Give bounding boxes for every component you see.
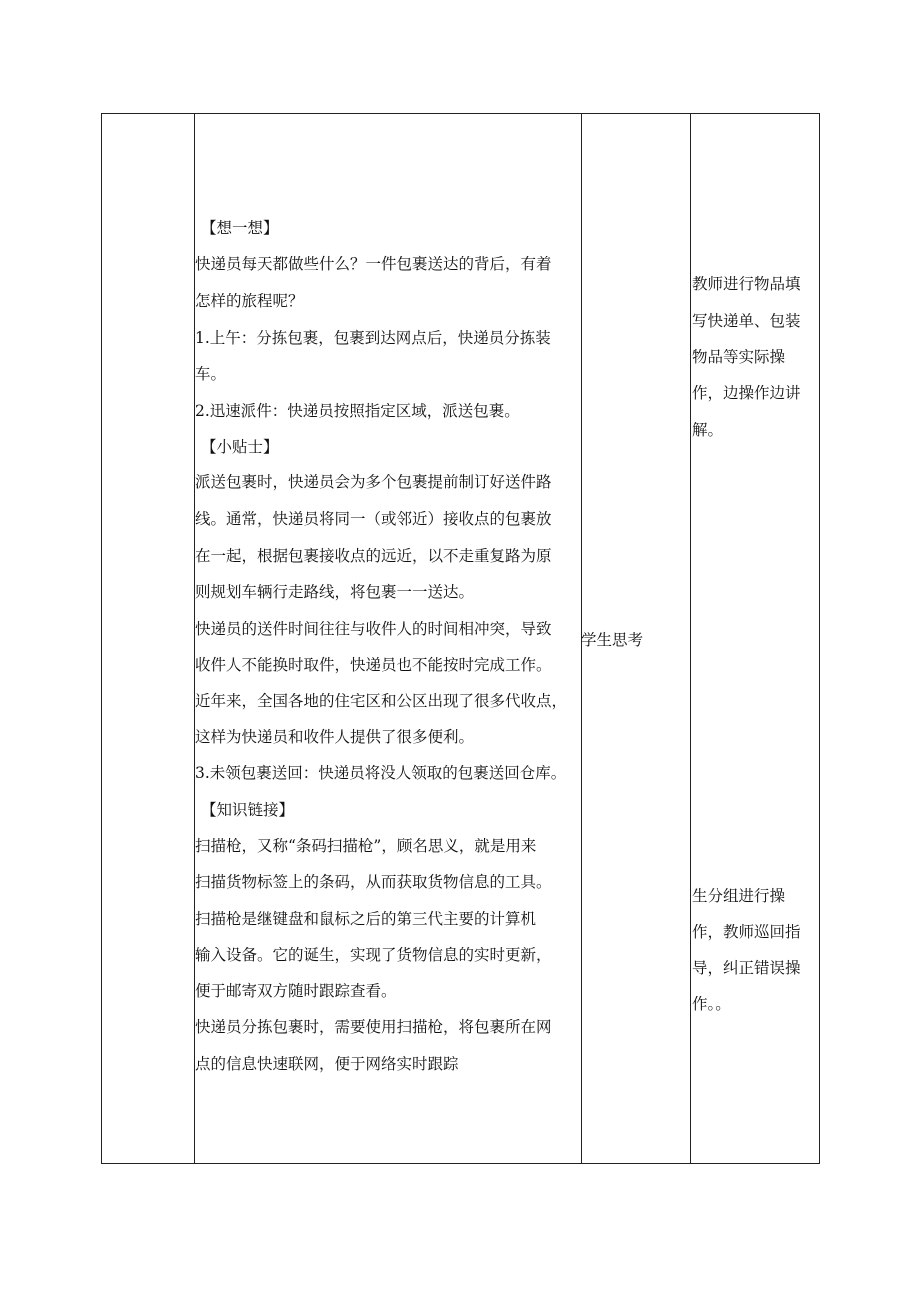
student-activity: 学生思考 xyxy=(581,631,644,649)
text-line: 快递员的送件时间往往与收件人的时间相冲突，导致 xyxy=(195,620,552,638)
text-line: 这样为快递员和收件人提供了很多便利。 xyxy=(195,728,475,746)
text-line: 快递员分拣包裹时，需要使用扫描枪，将包裹所在网 xyxy=(195,1018,552,1036)
teacher-line: 导，纠正错误操 xyxy=(692,959,801,977)
teacher-line: 解。 xyxy=(692,421,724,439)
text-line: 1.上午：分拣包裹，包裹到达网点后，快递员分拣装 xyxy=(195,329,551,347)
text-line: 快递员每天都做些什么？一件包裹送达的背后，有着 xyxy=(195,255,552,273)
teacher-line: 物品等实际操 xyxy=(692,348,786,366)
text-line: 派送包裹时，快递员会为多个包裹提前制订好送件路 xyxy=(195,473,552,491)
text-line: 扫描枪是继键盘和鼠标之后的第三代主要的计算机 xyxy=(195,910,537,928)
text-line: 2.迅速派件：快递员按照指定区域，派送包裹。 xyxy=(195,402,520,420)
heading-tips: 【小贴士】 xyxy=(201,438,279,456)
text-line: 扫描货物标签上的条码，从而获取货物信息的工具。 xyxy=(195,873,552,891)
text-line: 线。通常，快递员将同一（或邻近）接收点的包裹放 xyxy=(195,510,552,528)
teacher-line: 教师进行物品填 xyxy=(692,275,801,293)
teacher-line: 作，边操作边讲 xyxy=(692,384,801,402)
text-line: 3.未领包裹送回：快递员将没人领取的包裹送回仓库。 xyxy=(195,764,567,782)
text-line: 扫描枪，又称“条码扫描枪”，顾名思义，就是用来 xyxy=(195,837,537,855)
column-divider xyxy=(690,114,691,1163)
teacher-line: 作，教师巡回指 xyxy=(692,923,801,941)
text-line: 车。 xyxy=(195,365,227,383)
text-line: 在一起，根据包裹接收点的远近，以不走重复路为原 xyxy=(195,547,552,565)
text-line: 点的信息快速联网，便于网络实时跟踪 xyxy=(195,1055,459,1073)
text-line: 便于邮寄双方随时跟踪查看。 xyxy=(195,982,397,1000)
text-line: 则规划车辆行走路线，将包裹一一送达。 xyxy=(195,583,475,601)
heading-think: 【想一想】 xyxy=(201,219,279,237)
teacher-line: 生分组进行操 xyxy=(692,887,786,905)
teacher-line: 作。。 xyxy=(692,995,731,1013)
text-line: 怎样的旅程呢？ xyxy=(195,292,304,310)
text-line: 收件人不能换时取件，快递员也不能按时完成工作。 xyxy=(195,656,552,674)
text-line: 近年来，全国各地的住宅区和公区出现了很多代收点， xyxy=(195,692,568,710)
lesson-table xyxy=(101,113,820,1164)
heading-knowledge: 【知识链接】 xyxy=(201,801,295,819)
text-line: 输入设备。它的诞生，实现了货物信息的实时更新， xyxy=(195,946,552,964)
teacher-line: 写快递单、包装 xyxy=(692,312,801,330)
